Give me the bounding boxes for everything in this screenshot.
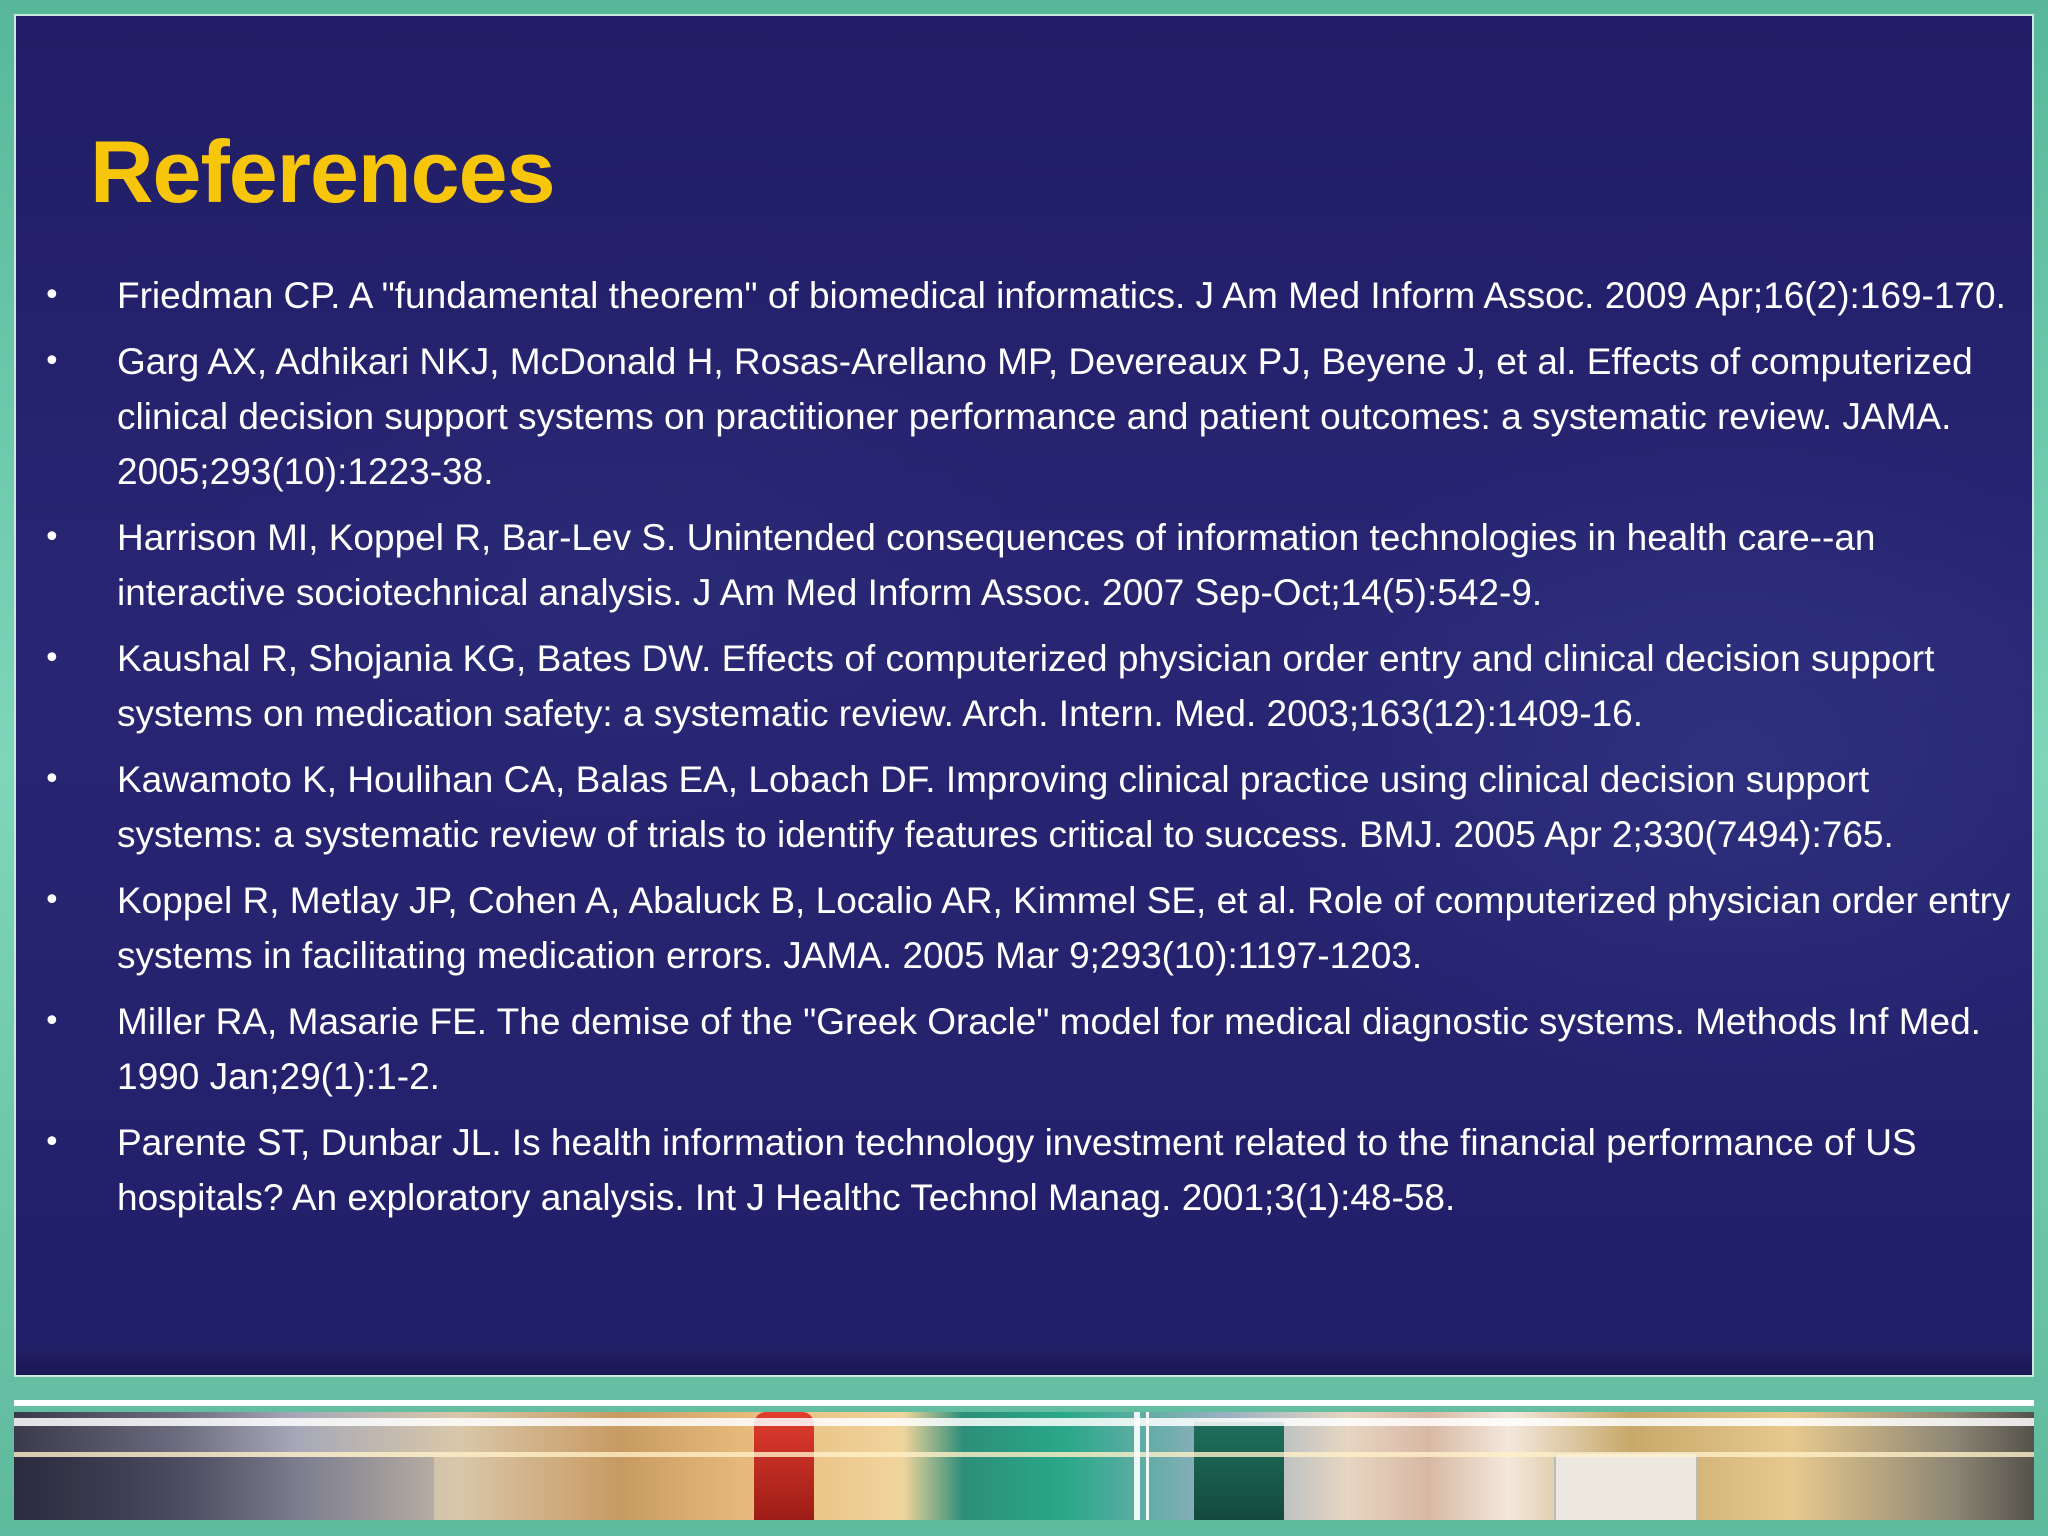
reference-list [16,268,2036,1236]
banner-photo-region [14,1457,434,1520]
banner-photo-region [1554,1452,1698,1520]
content-panel [14,14,2034,1377]
reference-item [16,873,2036,983]
banner-stripe [14,1418,2034,1426]
frame-divider [14,1400,2034,1406]
reference-text: Harrison MI, Koppel R, Bar-Lev S. Unintended consequences of information technologies in health care--an interactive sociotechnical analysis. J Am Med Inform Assoc. 2007 Sep-Oct;14(5):542-9. [117,517,1876,613]
reference-text: Friedman CP. A "fundamental theorem" of biomedical informatics. J Am Med Inform Assoc. 2009 Apr;16(2):169-170. [117,275,2006,316]
reference-item [16,334,2036,499]
reference-text: Parente ST, Dunbar JL. Is health information technology investment related to the financial performance of US hospitals? An exploratory analysis. Int J Healthc Technol Manag. 2001;3(1):48-58. [117,1122,1917,1218]
reference-item [16,752,2036,862]
reference-item [16,994,2036,1104]
reference-item [16,268,2036,323]
banner-photo-region [754,1412,814,1520]
reference-text: Koppel R, Metlay JP, Cohen A, Abaluck B, Localio AR, Kimmel SE, et al. Role of computerized physician order entry systems in facilitating medication errors. JAMA. 2005 Mar 9;293(10):1197-1203. [117,880,2011,976]
bullet-icon: • [43,1004,61,1039]
slide-title: References [90,122,555,221]
bullet-icon: • [43,883,61,918]
decorative-photo-banner [14,1412,2034,1520]
reference-item [16,631,2036,741]
banner-stripe [14,1452,2034,1457]
reference-item [16,1115,2036,1225]
bullet-icon: • [43,1125,61,1160]
bullet-icon: • [43,641,61,676]
banner-divider [1134,1412,1140,1520]
banner-photo-region [1194,1422,1284,1520]
reference-text: Kaushal R, Shojania KG, Bates DW. Effects of computerized physician order entry and clinical decision support systems on medication safety: a systematic review. Arch. Intern. Med. 2003;163(12):1409-16. [117,638,1935,734]
reference-item [16,510,2036,620]
bullet-icon: • [43,278,61,313]
bullet-icon: • [43,344,61,379]
banner-divider [1146,1412,1149,1520]
reference-text: Miller RA, Masarie FE. The demise of the "Greek Oracle" model for medical diagnostic systems. Methods Inf Med. 1990 Jan;29(1):1-2. [117,1001,1981,1097]
reference-text: Garg AX, Adhikari NKJ, McDonald H, Rosas-Arellano MP, Devereaux PJ, Beyene J, et al. Effects of computerized clinical decision support systems on practitioner performance and patient outcomes: a systematic review. JAMA. 2005;293(10):1223-38. [117,341,1973,492]
bullet-icon: • [43,520,61,555]
reference-text: Kawamoto K, Houlihan CA, Balas EA, Lobach DF. Improving clinical practice using clinical decision support systems: a systematic review of trials to identify features critical to success. BMJ. 2005 Apr 2;330(7494):765. [117,759,1894,855]
bullet-icon: • [43,762,61,797]
